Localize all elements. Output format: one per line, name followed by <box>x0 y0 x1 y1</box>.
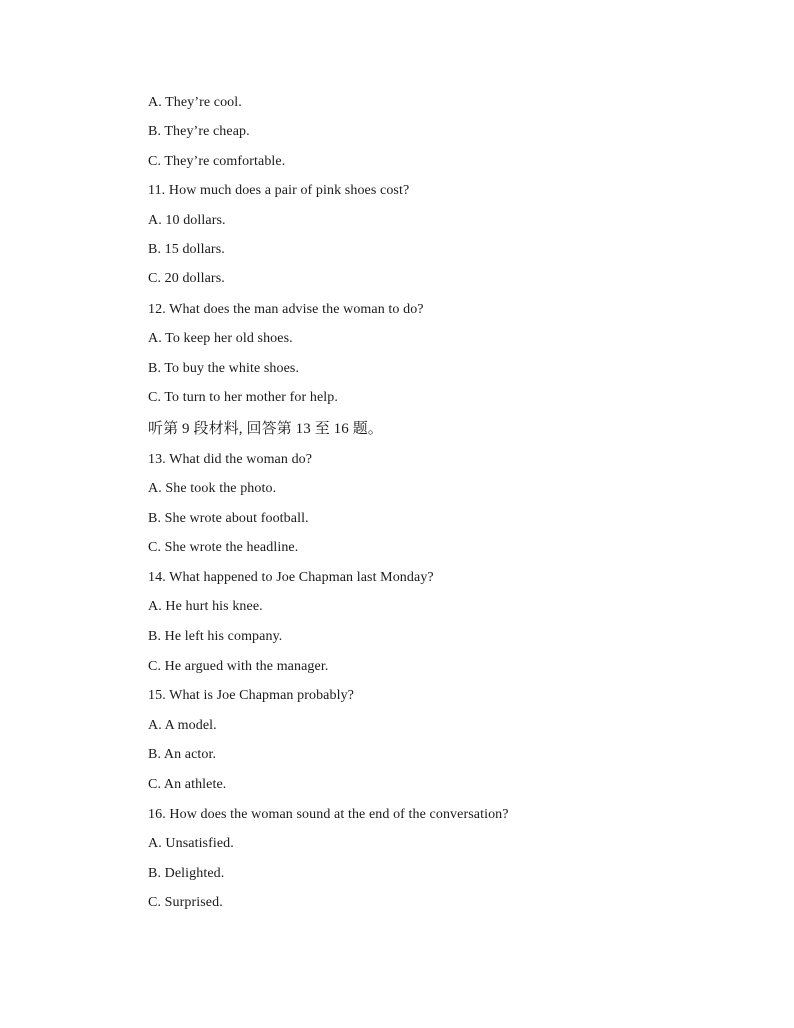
answer-option: B. Delighted. <box>148 866 225 881</box>
question-15: 15. What is Joe Chapman probably? <box>148 688 354 703</box>
question-11: 11. How much does a pair of pink shoes cost? <box>148 183 410 198</box>
answer-option: B. An actor. <box>148 747 217 762</box>
answer-option: B. To buy the white shoes. <box>148 361 300 376</box>
question-14: 14. What happened to Joe Chapman last Monday? <box>148 570 434 585</box>
answer-option: C. They’re comfortable. <box>148 154 286 169</box>
question-13: 13. What did the woman do? <box>148 452 313 467</box>
answer-option: B. 15 dollars. <box>148 242 225 257</box>
answer-option: B. She wrote about football. <box>148 511 309 526</box>
answer-option: A. They’re cool. <box>148 95 242 110</box>
section-instruction: 听第 9 段材料, 回答第 13 至 16 题。 <box>148 421 383 437</box>
answer-option: A. To keep her old shoes. <box>148 331 293 346</box>
answer-option: C. He argued with the manager. <box>148 659 329 674</box>
answer-option: B. They’re cheap. <box>148 124 250 139</box>
question-16: 16. How does the woman sound at the end of the conversation? <box>148 807 509 822</box>
answer-option: C. Surprised. <box>148 895 223 910</box>
answer-option: C. She wrote the headline. <box>148 540 299 555</box>
answer-option: B. He left his company. <box>148 629 283 644</box>
answer-option: A. 10 dollars. <box>148 213 226 228</box>
answer-option: C. An athlete. <box>148 777 227 792</box>
question-12: 12. What does the man advise the woman to do? <box>148 302 424 317</box>
answer-option: A. He hurt his knee. <box>148 599 263 614</box>
answer-option: C. To turn to her mother for help. <box>148 390 338 405</box>
answer-option: A. A model. <box>148 718 217 733</box>
answer-option: A. She took the photo. <box>148 481 277 496</box>
answer-option: A. Unsatisfied. <box>148 836 234 851</box>
answer-option: C. 20 dollars. <box>148 271 225 286</box>
